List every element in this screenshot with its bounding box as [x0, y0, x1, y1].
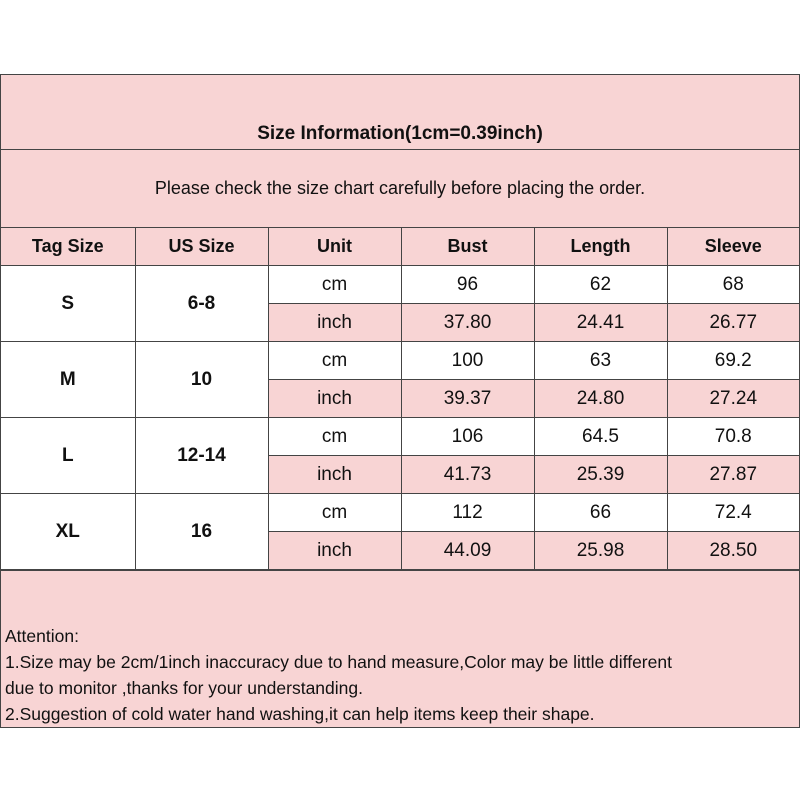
unit-cell: inch [268, 532, 401, 570]
sleeve-cell: 72.4 [667, 494, 799, 532]
sleeve-cell: 27.87 [667, 456, 799, 494]
sleeve-cell: 69.2 [667, 342, 799, 380]
length-cell: 24.41 [534, 304, 667, 342]
unit-cell: inch [268, 304, 401, 342]
length-cell: 63 [534, 342, 667, 380]
sleeve-cell: 26.77 [667, 304, 799, 342]
unit-cell: cm [268, 266, 401, 304]
notes-line-2: 2.Suggestion of cold water hand washing,it can help items keep their shape. [5, 704, 595, 724]
bust-cell: 41.73 [401, 456, 534, 494]
us-size-cell: 12-14 [135, 418, 268, 494]
length-cell: 64.5 [534, 418, 667, 456]
length-cell: 66 [534, 494, 667, 532]
bust-cell: 106 [401, 418, 534, 456]
unit-cell: inch [268, 456, 401, 494]
us-size-cell: 6-8 [135, 266, 268, 342]
header-sleeve: Sleeve [667, 228, 799, 266]
sleeve-cell: 27.24 [667, 380, 799, 418]
subtitle-row [1, 150, 799, 228]
header-bust: Bust [401, 228, 534, 266]
table-row [1, 494, 799, 532]
title-row [1, 75, 799, 150]
table-row [1, 342, 799, 380]
notes-line-1b: due to monitor ,thanks for your understanding. [5, 678, 363, 698]
chart-title: Size Information(1cm=0.39inch) [257, 123, 543, 144]
us-size-cell: 10 [135, 342, 268, 418]
attention-notes [1, 623, 799, 727]
header-row [1, 228, 799, 266]
sleeve-cell: 70.8 [667, 418, 799, 456]
table-row [1, 418, 799, 456]
bust-cell: 112 [401, 494, 534, 532]
length-cell: 25.98 [534, 532, 667, 570]
header-us-size: US Size [135, 228, 268, 266]
bust-cell: 37.80 [401, 304, 534, 342]
unit-cell: cm [268, 494, 401, 532]
unit-cell: cm [268, 342, 401, 380]
notes-line-1a: 1.Size may be 2cm/1inch inaccuracy due to hand measure,Color may be little different [5, 652, 672, 672]
length-cell: 62 [534, 266, 667, 304]
size-chart [0, 74, 800, 728]
header-tag-size: Tag Size [1, 228, 135, 266]
unit-cell: inch [268, 380, 401, 418]
sleeve-cell: 28.50 [667, 532, 799, 570]
header-unit: Unit [268, 228, 401, 266]
tag-size-cell: S [1, 266, 135, 342]
tag-size-cell: L [1, 418, 135, 494]
bust-cell: 100 [401, 342, 534, 380]
us-size-cell: 16 [135, 494, 268, 570]
table-row [1, 266, 799, 304]
bust-cell: 44.09 [401, 532, 534, 570]
notes-heading: Attention: [5, 626, 79, 646]
tag-size-cell: M [1, 342, 135, 418]
size-table [1, 228, 799, 570]
unit-cell: cm [268, 418, 401, 456]
bust-cell: 96 [401, 266, 534, 304]
header-length: Length [534, 228, 667, 266]
length-cell: 25.39 [534, 456, 667, 494]
notes-spacer [1, 570, 799, 623]
length-cell: 24.80 [534, 380, 667, 418]
sleeve-cell: 68 [667, 266, 799, 304]
bust-cell: 39.37 [401, 380, 534, 418]
chart-subtitle: Please check the size chart carefully before placing the order. [154, 178, 646, 198]
tag-size-cell: XL [1, 494, 135, 570]
